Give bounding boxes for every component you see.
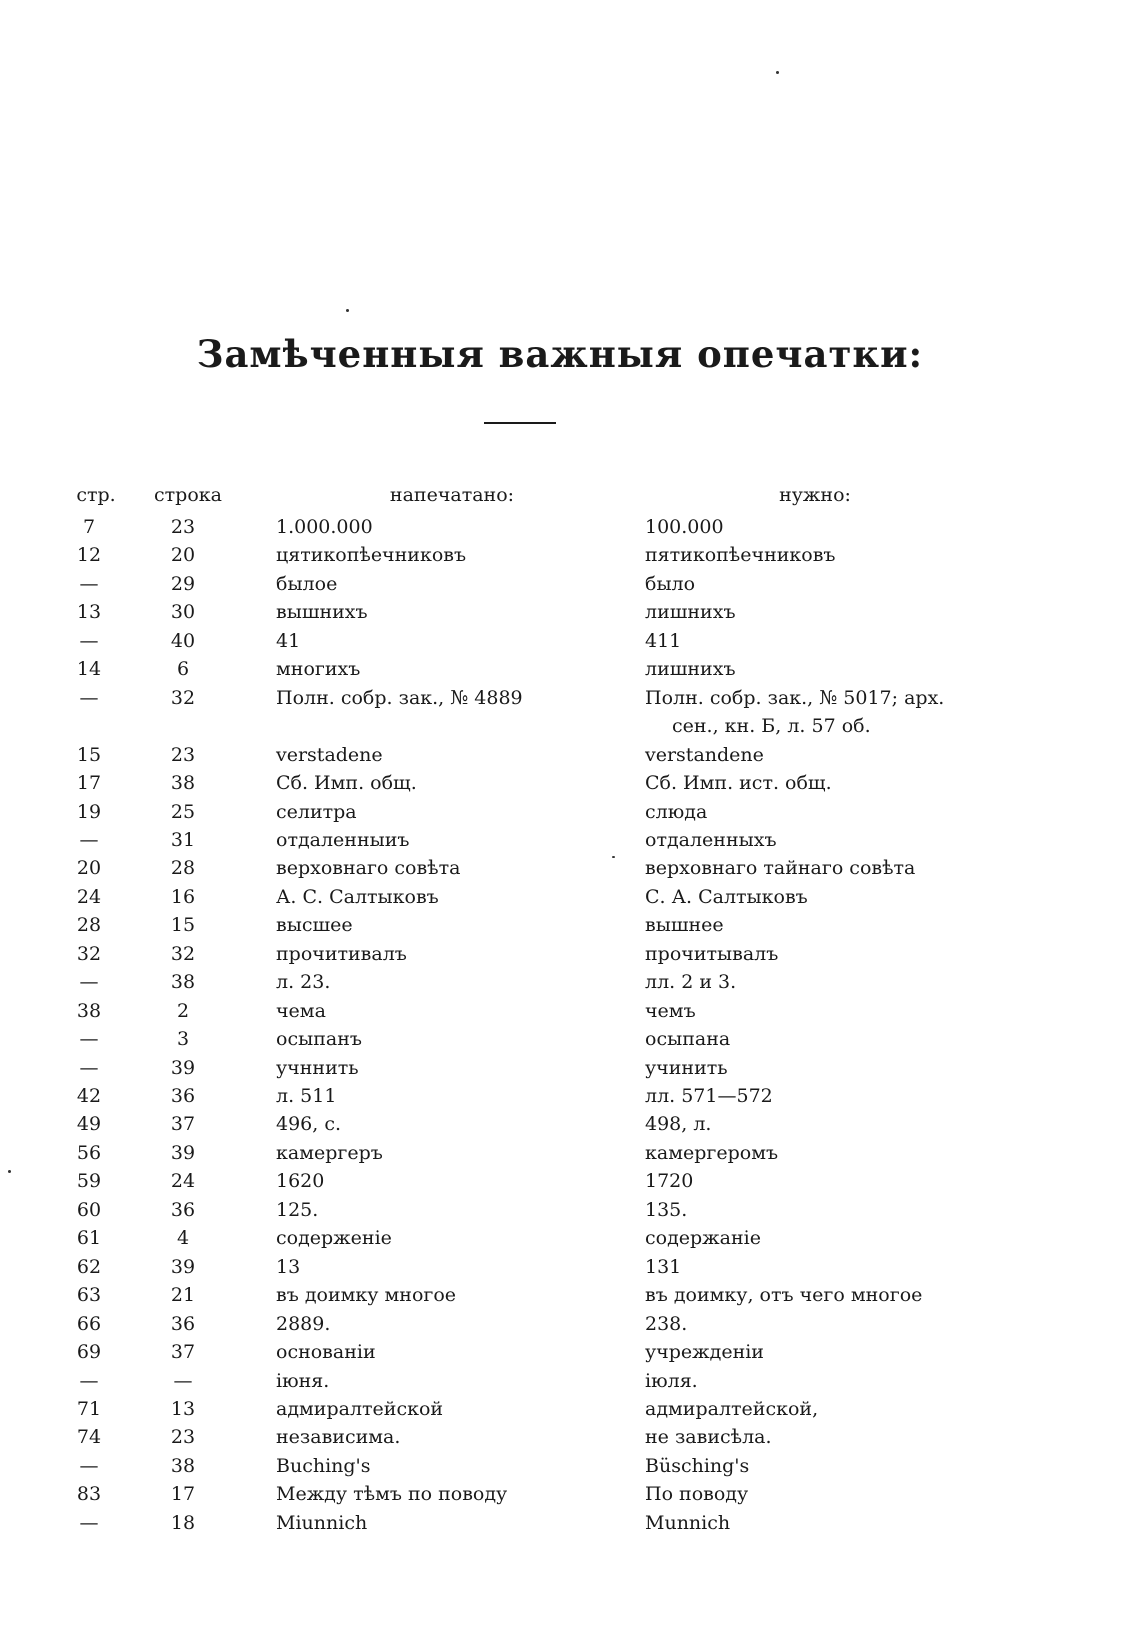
errata-page: —: [79, 573, 99, 595]
errata-line: 36: [170, 1085, 196, 1107]
errata-printed: 1620: [276, 1170, 325, 1192]
errata-correct: 100.000: [645, 516, 724, 538]
errata-row: [0, 1281, 1140, 1309]
errata-row: [0, 769, 1140, 797]
errata-page: —: [79, 1512, 99, 1534]
errata-row: [0, 1338, 1140, 1366]
errata-correct: учинить: [645, 1057, 728, 1079]
errata-printed: 1.000.000: [276, 516, 373, 538]
errata-page: —: [79, 687, 99, 709]
errata-page: 71: [76, 1398, 102, 1420]
errata-printed: содерженіе: [276, 1227, 392, 1249]
errata-row: [0, 1082, 1140, 1110]
errata-row: [0, 968, 1140, 996]
errata-row: [0, 1423, 1140, 1451]
errata-correct: 135.: [645, 1199, 688, 1221]
errata-line: 39: [170, 1256, 196, 1278]
errata-row: [0, 1452, 1140, 1480]
errata-line: 18: [170, 1512, 196, 1534]
errata-correct: Munnich: [645, 1512, 731, 1534]
errata-line: 3: [176, 1028, 190, 1050]
errata-line: 2: [176, 1000, 190, 1022]
errata-page: 28: [76, 914, 102, 936]
errata-row: [0, 513, 1140, 541]
errata-printed: основаніи: [276, 1341, 376, 1363]
errata-row: [0, 997, 1140, 1025]
errata-page: 14: [76, 658, 102, 680]
errata-row: [0, 627, 1140, 655]
errata-line: 23: [170, 1426, 196, 1448]
errata-row: [0, 798, 1140, 826]
errata-correct: 411: [645, 630, 682, 652]
errata-printed: 496, с.: [276, 1113, 342, 1135]
speck: [776, 71, 779, 74]
errata-line: 29: [170, 573, 196, 595]
errata-row: [0, 1509, 1140, 1537]
errata-printed: 2889.: [276, 1313, 331, 1335]
errata-row: [0, 1054, 1140, 1082]
errata-printed: въ доимку многое: [276, 1284, 457, 1306]
errata-line: 38: [170, 772, 196, 794]
errata-printed: верховнаго совѣта: [276, 857, 461, 879]
errata-page: —: [79, 630, 99, 652]
errata-line: 6: [176, 658, 190, 680]
errata-line: —: [173, 1370, 193, 1392]
errata-correct: 498, л.: [645, 1113, 712, 1135]
errata-page: 24: [76, 886, 102, 908]
errata-line: 36: [170, 1313, 196, 1335]
errata-row: [0, 940, 1140, 968]
errata-page: 7: [82, 516, 96, 538]
errata-line: 20: [170, 544, 196, 566]
errata-page: 61: [76, 1227, 102, 1249]
errata-page: 49: [76, 1113, 102, 1135]
errata-correct: 238.: [645, 1313, 688, 1335]
errata-page: 60: [76, 1199, 102, 1221]
errata-printed: независима.: [276, 1426, 401, 1448]
errata-page: 62: [76, 1256, 102, 1278]
errata-line: 15: [170, 914, 196, 936]
errata-page: —: [79, 1028, 99, 1050]
errata-row: [0, 598, 1140, 626]
title-rule: [484, 422, 556, 424]
errata-page: 66: [76, 1313, 102, 1335]
errata-row: [0, 1196, 1140, 1224]
errata-correct: лл. 571—572: [645, 1085, 773, 1107]
errata-row: [0, 684, 1140, 712]
errata-printed: многихъ: [276, 658, 361, 680]
errata-printed: Miunnich: [276, 1512, 368, 1534]
errata-line: 16: [170, 886, 196, 908]
errata-line: 31: [170, 829, 196, 851]
errata-row: [0, 1310, 1140, 1338]
errata-printed: вышнихъ: [276, 601, 368, 623]
errata-line: 23: [170, 516, 196, 538]
errata-page: 15: [76, 744, 102, 766]
errata-correct: не зависѣла.: [645, 1426, 772, 1448]
errata-row: [0, 854, 1140, 882]
errata-header: [0, 481, 1140, 509]
errata-row: [0, 1139, 1140, 1167]
errata-correct: осыпана: [645, 1028, 731, 1050]
errata-printed: камергеръ: [276, 1142, 383, 1164]
errata-printed: Полн. собр. зак., № 4889: [276, 687, 523, 709]
errata-printed: прочитивалъ: [276, 943, 407, 965]
errata-correct: было: [645, 573, 696, 595]
errata-correct: слюда: [645, 801, 708, 823]
errata-line: 17: [170, 1483, 196, 1505]
errata-correct: учрежденіи: [645, 1341, 764, 1363]
errata-line: 32: [170, 687, 196, 709]
errata-line: 40: [170, 630, 196, 652]
errata-page: —: [79, 1370, 99, 1392]
errata-line: 21: [170, 1284, 196, 1306]
errata-row: [0, 1367, 1140, 1395]
errata-row: [0, 911, 1140, 939]
errata-printed: verstadene: [276, 744, 383, 766]
errata-printed: чема: [276, 1000, 326, 1022]
errata-correct: Сб. Имп. ист. общ.: [645, 772, 832, 794]
errata-page: 74: [76, 1426, 102, 1448]
errata-row: [0, 1224, 1140, 1252]
errata-page: —: [79, 1057, 99, 1079]
errata-correct: verstandene: [645, 744, 764, 766]
errata-page: 20: [76, 857, 102, 879]
errata-page: 63: [76, 1284, 102, 1306]
errata-printed: Сб. Имп. общ.: [276, 772, 417, 794]
errata-page: 83: [76, 1483, 102, 1505]
errata-correct: 131: [645, 1256, 682, 1278]
errata-correct: 1720: [645, 1170, 694, 1192]
errata-correct: Büsching's: [645, 1455, 750, 1477]
errata-printed: цятикопѣечниковъ: [276, 544, 467, 566]
errata-correct: По поводу: [645, 1483, 749, 1505]
errata-page: 17: [76, 772, 102, 794]
errata-correct: въ доимку, отъ чего многое: [645, 1284, 923, 1306]
errata-printed: селитра: [276, 801, 357, 823]
errata-printed: л. 23.: [276, 971, 331, 993]
errata-printed: л. 511: [276, 1085, 337, 1107]
errata-correct-continuation: сен., кн. Б, л. 57 об.: [672, 715, 871, 737]
column-header-correct: нужно:: [779, 484, 851, 506]
errata-correct: отдаленныхъ: [645, 829, 777, 851]
errata-correct: адмиралтейской,: [645, 1398, 819, 1420]
errata-line: 37: [170, 1113, 196, 1135]
errata-row: [0, 1025, 1140, 1053]
errata-correct: С. А. Салтыковъ: [645, 886, 808, 908]
errata-row: [0, 1167, 1140, 1195]
errata-row: [0, 570, 1140, 598]
errata-line: 13: [170, 1398, 196, 1420]
errata-page: 19: [76, 801, 102, 823]
errata-printed: Buching's: [276, 1455, 371, 1477]
page-title: Замѣченныя важныя опечатки:: [196, 332, 924, 376]
errata-page: 38: [76, 1000, 102, 1022]
errata-printed: 125.: [276, 1199, 319, 1221]
errata-row: [0, 655, 1140, 683]
errata-row: [0, 1110, 1140, 1138]
errata-line: 23: [170, 744, 196, 766]
errata-correct: вышнее: [645, 914, 724, 936]
errata-line: 25: [170, 801, 196, 823]
errata-correct: содержаніе: [645, 1227, 761, 1249]
errata-row: [0, 1395, 1140, 1423]
errata-correct: пятикопѣечниковъ: [645, 544, 836, 566]
errata-printed: іюня.: [276, 1370, 330, 1392]
column-header-printed: напечатано:: [389, 484, 515, 506]
errata-correct: камергеромъ: [645, 1142, 779, 1164]
errata-correct: прочитывалъ: [645, 943, 779, 965]
errata-row: [0, 541, 1140, 569]
errata-page: 69: [76, 1341, 102, 1363]
errata-line: 4: [176, 1227, 190, 1249]
errata-line: 32: [170, 943, 196, 965]
column-header-page: стр.: [76, 484, 116, 506]
errata-correct: лишнихъ: [645, 658, 736, 680]
errata-page: —: [79, 971, 99, 993]
errata-row: [0, 883, 1140, 911]
errata-page: 56: [76, 1142, 102, 1164]
errata-page: 13: [76, 601, 102, 623]
errata-correct: лишнихъ: [645, 601, 736, 623]
errata-line: 30: [170, 601, 196, 623]
errata-printed: осыпанъ: [276, 1028, 362, 1050]
errata-page: 32: [76, 943, 102, 965]
errata-line: 36: [170, 1199, 196, 1221]
errata-printed: А. С. Салтыковъ: [276, 886, 439, 908]
errata-page: 12: [76, 544, 102, 566]
errata-line: 38: [170, 971, 196, 993]
errata-printed: Между тѣмъ по поводу: [276, 1483, 508, 1505]
errata-line: 39: [170, 1142, 196, 1164]
errata-line: 38: [170, 1455, 196, 1477]
errata-printed: 13: [276, 1256, 301, 1278]
errata-printed: былое: [276, 573, 338, 595]
errata-correct: лл. 2 и 3.: [645, 971, 737, 993]
errata-row: [0, 826, 1140, 854]
errata-row: [0, 1480, 1140, 1508]
errata-correct: іюля.: [645, 1370, 698, 1392]
errata-row: [0, 1253, 1140, 1281]
errata-printed: отдаленныиъ: [276, 829, 410, 851]
errata-correct: верховнаго тайнаго совѣта: [645, 857, 916, 879]
errata-page: —: [79, 1455, 99, 1477]
speck: [346, 309, 349, 312]
errata-line: 24: [170, 1170, 196, 1192]
errata-printed: учннить: [276, 1057, 359, 1079]
errata-line: 28: [170, 857, 196, 879]
errata-printed: высшее: [276, 914, 353, 936]
column-header-line: строка: [154, 484, 222, 506]
errata-row: [0, 741, 1140, 769]
errata-printed: 41: [276, 630, 301, 652]
errata-page: —: [79, 829, 99, 851]
errata-line: 37: [170, 1341, 196, 1363]
errata-correct: чемъ: [645, 1000, 696, 1022]
errata-correct: Полн. собр. зак., № 5017; арх.: [645, 687, 945, 709]
errata-printed: адмиралтейской: [276, 1398, 444, 1420]
errata-line: 39: [170, 1057, 196, 1079]
errata-page: 42: [76, 1085, 102, 1107]
errata-page: 59: [76, 1170, 102, 1192]
